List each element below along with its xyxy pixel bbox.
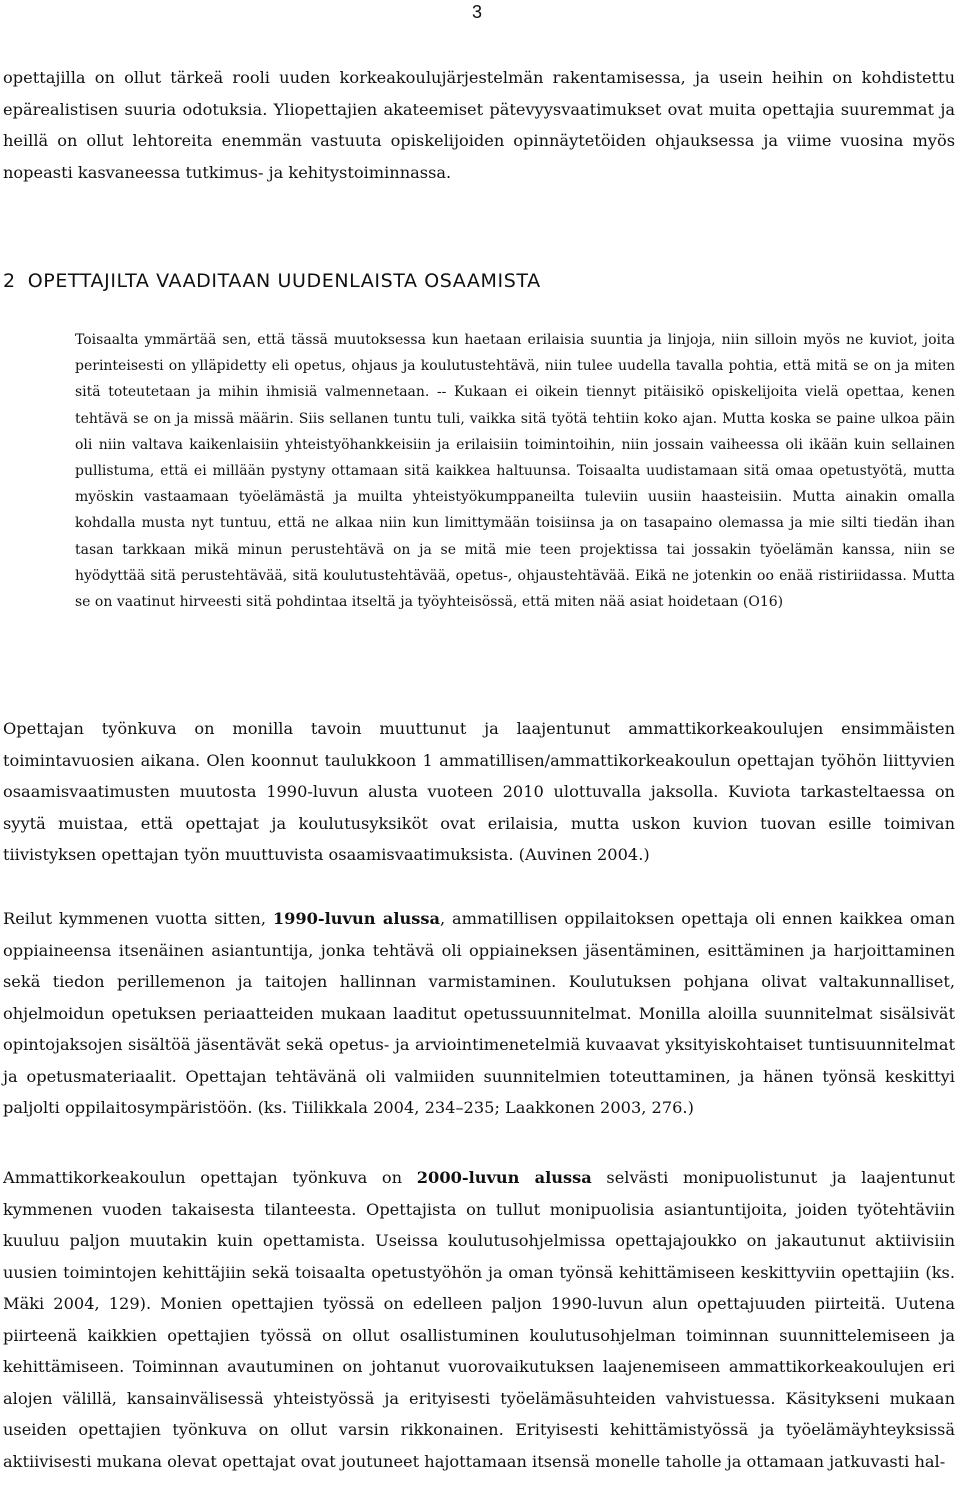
emphasis-1990s: 1990-luvun alussa bbox=[272, 909, 440, 928]
paragraph-1990s bbox=[3, 903, 955, 1124]
paragraph-1990s-lead: Reilut kymmenen vuotta sitten, bbox=[3, 909, 273, 928]
paragraph-2000s-body: selvästi monipuolistunut ja laajentunut kymmenen vuoden takaisesta tilanteesta. Opettajista on tullut monipuolisia asiantuntijoita, joiden työtehtäviin kuuluu paljon muutakin kuin opettamista. Useissa koulutusohjelmissa opettajajoukko on jakautunut aktiivisiin uusien toimintojen kehittäjiin sekä toisaalta opetustyöhön ja oman työnsä kehittämiseen keskittyviin opettajiin (ks. Mäki 2004, 129). Monien opettajien työssä on edelleen paljon 1990-luvun alun opettajuuden piirteitä. Uutena piirteenä kaikkien opettajien työssä on ollut osallistuminen koulutusohjelman toiminnan suunnittelemiseen ja kehittämiseen. Toiminnan avautuminen on johtanut vuorovaikutuksen laajenemiseen ammattikorkeakoulujen eri alojen välillä, kansainvälisessä yhteistyössä ja erityisesti työelämäsuhteiden vahvistuessa. Käsitykseni mukaan useiden opettajien työnkuva on ollut varsin rikkonainen. Erityisesti kehittämistyössä ja työelämäyhteyksissä aktiivisesti mukana olevat opettajat ovat joutuneet hajottamaan itsensä monelle taholle ja ottamaan jatkuvasti hal- bbox=[3, 1168, 955, 1471]
page-number: 3 bbox=[472, 2, 483, 22]
section-number: 2 bbox=[3, 270, 16, 292]
section-heading bbox=[3, 270, 541, 292]
interview-quote: Toisaalta ymmärtää sen, että tässä muutoksessa kun haetaan erilaisia suuntia ja linjoja, niin silloin myös ne kuviot, joita perinteisesti on ylläpidetty eli opetus, ohjaus ja koulutustehtävä, niin tulee uudella tavalla pohtia, että mitä se on ja miten sitä toteutetaan ja mihin ihmisiä valmennetaan. -- Kukaan ei oikein tiennyt pitäisikö opiskelijoita vielä opettaa, kenen tehtävä se on ja missä määrin. Siis sellanen tuntu tuli, vaikka sitä työtä tehtiin koko ajan. Mutta koska se paine ulkoa päin oli niin valtava kaikenlaisiin yhteistyöhankkeisiin ja erilaisiin toimintoihin, niin jossain vaiheessa oli ikään kuin sellainen pullistuma, että ei millään pystyny ottamaan sitä kaikkea haltuunsa. Toisaalta uudistamaan sitä omaa opetustyötä, mutta myöskin vastaamaan työelämästä ja muilta yhteistyökumppaneilta tuleviin uusiin haasteisiin. Mutta ainakin omalla kohdalla musta nyt tuntuu, että ne alkaa niin kun limittymään toisiinsa ja on tasapaino olemassa ja mie silti tiedän ihan tasan tarkkaan mikä minun perustehtävä on ja se mitä mie teen projektissa tai jossakin työelämän kanssa, niin se hyödyttää sitä perustehtävää, sitä koulutustehtävää, opetus-, ohjaustehtävää. Eikä ne jotenkin oo enää ristiriidassa. Mutta se on vaatinut hirveesti sitä pohdintaa itseltä ja työyhteisössä, että miten nää asiat hoidetaan (O16) bbox=[75, 332, 955, 611]
paragraph-2000s-lead: Ammattikorkeakoulun opettajan työnkuva on bbox=[3, 1168, 417, 1187]
section-title: OPETTAJILTA VAADITAAN UUDENLAISTA OSAAMISTA bbox=[27, 270, 541, 292]
paragraph-continuation: opettajilla on ollut tärkeä rooli uuden korkeakoulujärjestelmän rakentamisessa, ja usein heihin on kohdistettu epärealistisen suuria odotuksia. Yliopettajien akateemiset pätevyysvaatimukset ovat muita opettajia suuremmat ja heillä on ollut lehtoreita enemmän vastuuta opiskelijoiden opinnäytetöiden ohjauksessa ja viime vuosina myös nopeasti kasvaneessa tutkimus- ja kehitystoiminnassa. bbox=[3, 68, 955, 182]
paragraph-teacher-role: Opettajan työnkuva on monilla tavoin muuttunut ja laajentunut ammattikorkeakoulujen ensimmäisten toimintavuosien aikana. Olen koonnut taulukkoon 1 ammatillisen/ammattikorkeakoulun opettajan työhön liittyvien osaamisvaatimusten muutosta 1990-luvun alusta vuoteen 2010 ulottuvalla jaksolla. Kuviota tarkasteltaessa on syytä muistaa, että opettajat ja koulutusyksiköt ovat erilaisia, mutta uskon kuvion tuovan esille toimivan tiivistyksen opettajan työn muuttuvista osaamisvaatimuksista. (Auvinen 2004.) bbox=[3, 719, 955, 864]
paragraph-1990s-body: , ammatillisen oppilaitoksen opettaja oli ennen kaikkea oman oppiaineensa itsenäinen asiantuntija, jonka tehtävä oli oppiaineksen jäsentäminen, esittäminen ja harjoittaminen sekä tiedon perillemenon ja taitojen hallinnan varmistaminen. Koulutuksen pohjana olivat valtakunnalliset, ohjelmoidun opetuksen periaatteiden mukaan laaditut opetussuunnitelmat. Monilla aloilla suunnitelmat sisälsivät opintojaksojen sisältöä jäsentävät sekä opetus- ja arviointimenetelmiä kuvaavat yksityiskohtaiset tuntisuunnitelmat ja opetusmateriaalit. Opettajan tehtävänä oli valmiiden suunnitelmien toteuttaminen, ja hänen työnsä keskittyi paljolti oppilaitosympäristöön. (ks. Tiilikkala 2004, 234–235; Laakkonen 2003, 276.) bbox=[3, 909, 955, 1117]
emphasis-2000s: 2000-luvun alussa bbox=[416, 1168, 592, 1187]
paragraph-2000s bbox=[3, 1162, 955, 1477]
